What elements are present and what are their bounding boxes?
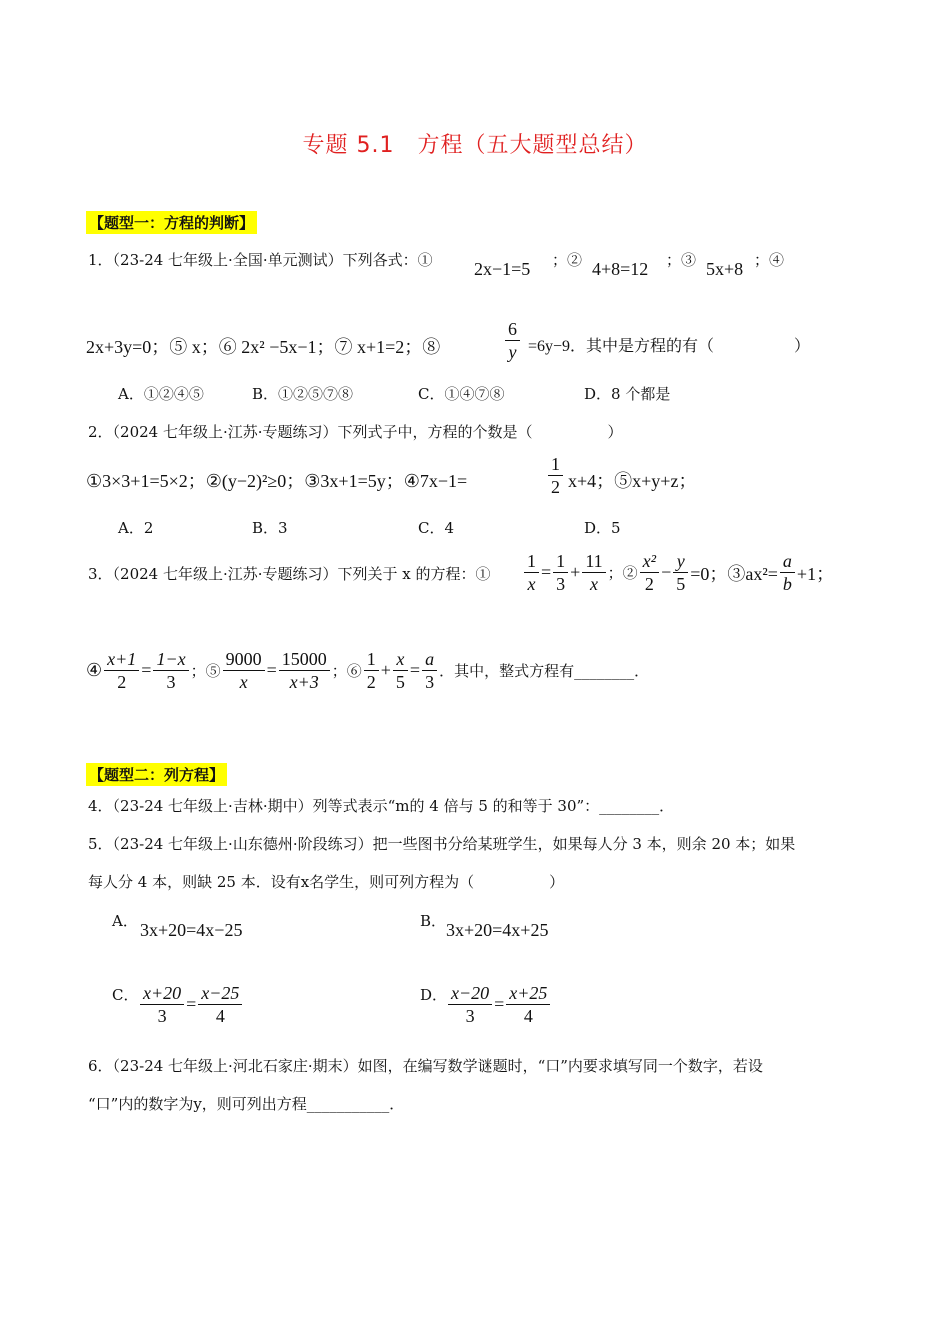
q2-option-d[interactable]: D．5 [584,519,621,537]
q3-equals: = [541,562,552,582]
q3-f6-num: a [780,550,795,573]
q3-f2-num: 1 [553,550,568,573]
q5-option-c-label[interactable]: C． [112,986,139,1004]
page-title: 专题 5.1 方程（五大题型总结） [302,133,648,158]
q3-line2 [86,648,649,693]
q2-option-a[interactable]: A．2 [118,519,154,537]
q5-option-a-label[interactable]: A． [112,912,138,930]
q3-sep-3: =0；③ax²= [690,563,778,584]
q5-option-c[interactable] [138,982,244,1027]
question-5-line1: 5．（23-24 七年级上·山东德州·阶段练习）把一些图书分给某班学生，如果每人分 3 本，则余 20 本；如果 [88,835,796,853]
q3-f5-den: 5 [676,574,686,594]
section-heading-1: 【题型一：方程的判断】 [86,211,257,234]
q3-f3-den: x [589,574,598,594]
q1-expr-3: 5x+8 [706,259,744,279]
q5-d-equals: = [494,994,505,1014]
q2-expr-b: x+4；⑤x+y+z； [568,471,697,491]
q5-d-left-den: 3 [465,1006,475,1026]
q5-option-d-label[interactable]: D． [420,986,448,1004]
q3-f1-den: x [527,574,536,594]
q5-option-a[interactable]: 3x+20=4x−25 [140,920,243,940]
question-2-stem: 2．（2024 七年级上·江苏·专题练习）下列式子中，方程的个数是（ ） [88,423,623,441]
q3-f4-den: 2 [644,574,654,594]
q1-sep-2: ；③ [666,251,697,269]
q5-option-b-label[interactable]: B． [420,912,447,930]
q1-option-b[interactable]: B．①②⑤⑦⑧ [252,385,354,403]
q3-f6-den: b [782,574,792,594]
q3-f2-den: 3 [556,574,566,594]
q1-sep-3: ；④ [754,251,785,269]
q3-minus: − [661,562,672,582]
q3-f7-num: x+1 [104,648,139,671]
question-1-stem: 1．（23-24 七年级上·全国·单元测试）下列各式：① [88,251,433,269]
q3-f5-num: y [673,550,688,573]
q3-f9-den: x [239,672,248,692]
q2-fraction [546,453,565,498]
q3-f13-num: a [422,648,437,671]
q5-d-right-den: 4 [523,1006,533,1026]
q5-option-d[interactable] [446,982,552,1027]
question-5-line2: 每人分 4 本，则缺 25 本．设有x名学生，则可列方程为（ ） [88,873,565,891]
q2-option-b[interactable]: B．3 [252,519,288,537]
q3-f9-num: 9000 [223,648,265,671]
q1-expr-line2: 2x+3y=0；⑤ x；⑥ 2x² −5x−1；⑦ x+1=2；⑧ [86,337,441,357]
q3-plus: + [570,562,581,582]
q1-expr-1: 2x−1=5 [474,259,531,279]
q3-sep-2: ；② [607,564,638,582]
q3-equals-2: = [141,660,152,680]
q1-option-c[interactable]: C．①④⑦⑧ [418,385,505,403]
q2-frac-num: 1 [548,453,563,476]
q5-c-right-den: 4 [215,1006,225,1026]
q5-c-left-den: 3 [157,1006,167,1026]
q1-expr-tail: =6y−9．其中是方程的有（ ） [528,338,811,355]
q3-circ-5: ；⑤ [190,662,221,680]
q1-fraction [503,318,522,363]
q3-f11-den: 2 [366,672,376,692]
q3-equals-4: = [409,660,421,680]
q3-f3-num: 11 [582,550,605,573]
question-3-stem: 3．（2024 七年级上·江苏·专题练习）下列关于 x 的方程：① [88,565,491,583]
q1-option-d[interactable]: D．8 个都是 [584,385,671,403]
question-6-line1: 6．（23-24 七年级上·河北石家庄·期末）如图，在编写数学谜题时，“口”内要求填写同一个数字，若设 [88,1057,763,1075]
q1-frac-den: y [508,342,517,362]
q3-f1-num: 1 [524,550,539,573]
q1-sep-1: ；② [552,251,583,269]
q5-c-equals: = [186,994,197,1014]
q3-sep-4: +1； [796,563,835,584]
q3-f13-den: 3 [425,672,435,692]
q3-f10-den: x+3 [289,672,319,692]
q3-equals-3: = [266,660,277,680]
q2-option-c[interactable]: C．4 [418,519,455,537]
q3-answer-blank[interactable]: ．其中，整式方程有________． [439,662,650,680]
section-heading-2: 【题型二：列方程】 [86,763,227,786]
q2-expr-a: ①3×3+1=5×2；②(y−2)²≥0；③3x+1=5y；④7x−1= [86,471,468,491]
q3-f10-num: 15000 [279,648,330,671]
q3-plus-2: + [380,660,391,680]
q1-expr-2: 4+8=12 [592,259,649,279]
q1-frac-num: 6 [505,318,520,341]
q3-f8-num: 1−x [153,648,188,671]
q3-f11-num: 1 [364,648,379,671]
q3-circ-6: ；⑥ [331,662,362,680]
q3-f12-den: 5 [395,672,405,692]
q3-eq1 [522,550,834,595]
q3-f12-num: x [393,648,408,671]
question-4[interactable]: 4．（23-24 七年级上·吉林·期中）列等式表示“m的 4 倍与 5 的和等于 30”：________． [88,797,675,815]
q3-circ-4: ④ [86,660,103,680]
question-6-line2[interactable]: “口”内的数字为y，则可列出方程___________． [88,1095,405,1113]
q5-d-right-num: x+25 [506,982,550,1005]
q3-f4-num: x² [640,550,659,573]
q5-c-left-num: x+20 [140,982,184,1005]
q3-f8-den: 3 [166,672,176,692]
q5-option-b[interactable]: 3x+20=4x+25 [446,920,549,940]
q5-d-left-num: x−20 [448,982,492,1005]
q2-frac-den: 2 [551,477,560,497]
q1-option-a[interactable]: A．①②④⑤ [118,385,204,403]
q5-c-right-num: x−25 [198,982,242,1005]
q3-f7-den: 2 [117,672,127,692]
